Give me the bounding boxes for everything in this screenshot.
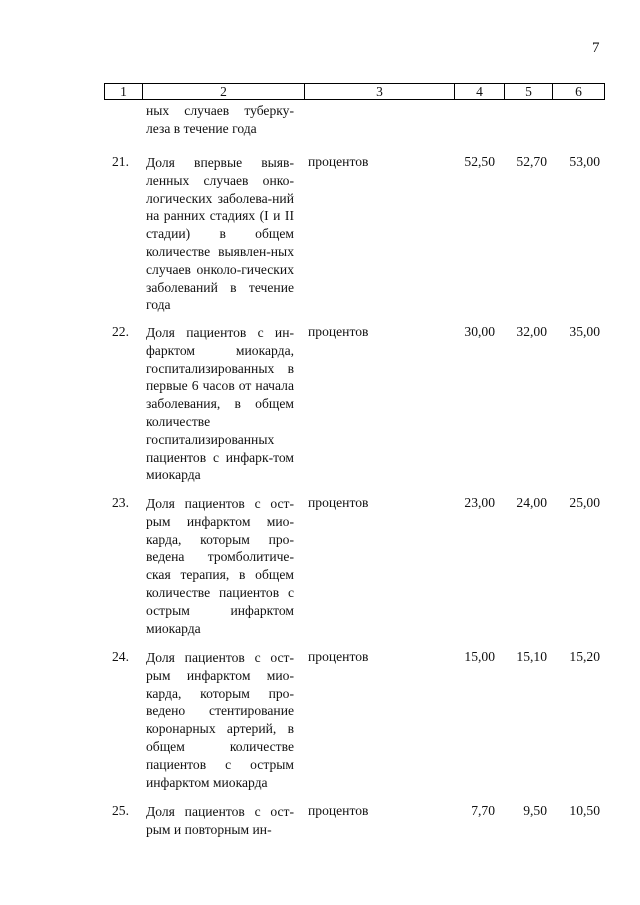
row-value-col6: 25,00: [569, 495, 600, 510]
row-number: 25.: [112, 803, 129, 818]
row-number: 23.: [112, 495, 129, 510]
row-value-col5: 52,70: [516, 154, 547, 169]
row-value-col4: 52,50: [464, 154, 495, 169]
row-value-col6: 53,00: [569, 154, 600, 169]
row-value-col6: 15,20: [569, 649, 600, 664]
table-header-row: [105, 84, 605, 100]
row-number: 21.: [112, 154, 129, 169]
row-description: Доля впервые выяв-ленных случаев онко-логических заболева-ний на ранних стадиях (I и II стадии) в общем количестве выявлен-ных случаев онколо-гических заболеваний в течение года: [146, 155, 294, 313]
row-value-col5: 9,50: [523, 803, 547, 818]
row-description: Доля пациентов с ост-рым инфарктом мио-карда, которым про-ведено стентирование коронарных артерий, в общем количестве пациентов с острым инфарктом миокарда: [146, 650, 294, 790]
row-number: 22.: [112, 324, 129, 339]
header-cell-6: 6: [553, 84, 605, 100]
row-value-col4: 30,00: [464, 324, 495, 339]
header-cell-3: 3: [305, 84, 455, 100]
row-unit: процентов: [308, 649, 369, 664]
row-value-col4: 15,00: [464, 649, 495, 664]
row-description: Доля пациентов с ин-фарктом миокарда, госпитализированных в первые 6 часов от начала заболевания, в общем количестве госпитализированных пациентов с инфарк-том миокарда: [146, 325, 294, 483]
row-value-col6: 35,00: [569, 324, 600, 339]
row-value-col6: 10,50: [569, 803, 600, 818]
table-header: [104, 83, 605, 100]
page-number: 7: [592, 40, 600, 56]
row-value-col5: 15,10: [516, 649, 547, 664]
row-number: 24.: [112, 649, 129, 664]
header-cell-1: 1: [105, 84, 143, 100]
row-unit: процентов: [308, 154, 369, 169]
row-value-col4: 23,00: [464, 495, 495, 510]
row-description: Доля пациентов с ост-рым инфарктом мио-карда, которым про-ведена тромболитиче-ская терапия, в общем количестве пациентов с острым инфарктом миокарда: [146, 496, 294, 636]
row-unit: процентов: [308, 324, 369, 339]
row-value-col4: 7,70: [471, 803, 495, 818]
row-value-col5: 32,00: [516, 324, 547, 339]
continuation-text: ных случаев туберку-леза в течение года: [146, 103, 294, 136]
row-description: Доля пациентов с ост-рым и повторным ин-: [146, 804, 294, 837]
header-cell-4: 4: [455, 84, 505, 100]
row-unit: процентов: [308, 495, 369, 510]
row-unit: процентов: [308, 803, 369, 818]
row-value-col5: 24,00: [516, 495, 547, 510]
header-cell-5: 5: [505, 84, 553, 100]
header-cell-2: 2: [143, 84, 305, 100]
